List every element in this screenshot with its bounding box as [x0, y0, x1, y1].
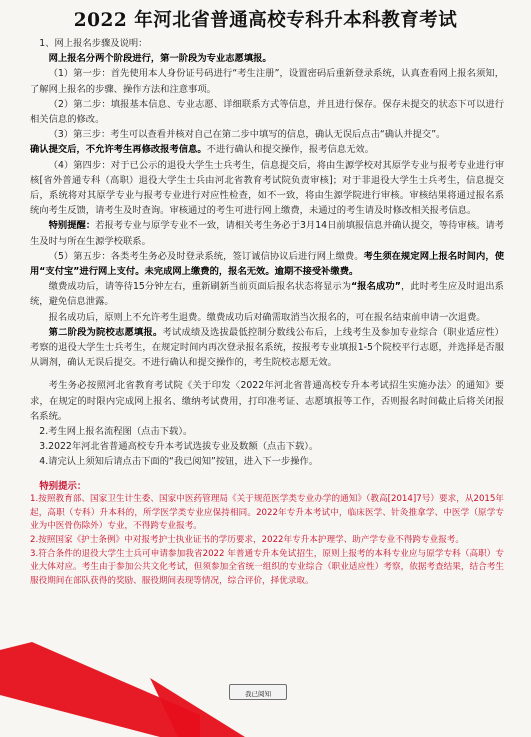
payment-note	[30, 279, 504, 309]
must-read-note: 考生务必按照河北省教育考试院《关于印发〈2022年河北省普通高校专升本考试招生实施办法〉的通知》要求，在规定的时限内完成网上报名、缴纳考试费用，打印准考证、志愿填报等工作，否则报名时间截止后将关闭报名系统。	[30, 380, 504, 422]
refund-note: 报名成功后，原则上不允许考生退费。缴费成功后对确需取消当次报名的，可在报名结束前申请一次退费。	[48, 311, 486, 323]
payment-note-text: 缴费成功后，请等待15分钟左右，重新刷新当前页面后报名状态将显示为	[48, 281, 352, 293]
step-5-text: （5）第五步：各类考生务必及时登录系统，签订诚信协议后进行网上缴费。	[48, 250, 364, 262]
reminder-text: 若报考专业与原学专业不一致，请相关考生务必于3月14日前填报信息并确认提交，等待审核。请考生及时与所在生源学校联系。	[30, 220, 504, 247]
red-arrow-annotation	[0, 590, 531, 737]
list-item-3: 4.请完认上须知后请点击下面的“我已阅知”按钮，进入下一步操作。	[39, 456, 319, 468]
download-link-1[interactable]: 2.考生网上报名流程图（点击下载）。	[39, 426, 193, 438]
step-2: （2）第二步：填报基本信息、专业志愿、详细联系方式等信息，并且进行保存。保存未提交的状态下可以进行相关信息的修改。	[30, 98, 504, 126]
special-reminder	[30, 218, 504, 248]
step-5	[30, 249, 504, 279]
payment-note-tail: ，此时考生应及时退出系统，避免信息泄露。	[30, 281, 504, 308]
tips-title: 特别提示：	[39, 480, 87, 492]
arrow-shaft	[0, 642, 200, 737]
tip-1: 1.按照教育部、国家卫生计生委、国家中医药管理局《关于规范医学类专业办学的通知》（教高[2014]7号）要求，从2015年起，高职（专科）升本科的，所学医学类专业应保持相同。2022年专升本考试中，临床医学、针灸推拿学、中医学（原学专业为中医骨伤除外）专业，不得跨专业报考。	[30, 494, 504, 532]
reminder-label: 特别提醒：	[48, 220, 96, 232]
special-tips	[30, 480, 504, 589]
payment-status: “报名成功”	[351, 281, 401, 293]
step-4: （4）第四步：对于已公示的退役大学生士兵考生，信息提交后，将由生源学校对其原学专业与报考专业进行审核[省外普通专科（高职）退役大学生士兵由河北省教育考试院负责审核]；对于非退役大学生士兵考生，信息提交后，系统将对其原学专业与报考专业进行对应性检查，如不一致，将由生源学院进行审核。审核结果将通过报名系统向考生反馈，请考生及时查询。审核通过的考生可进行网上缴费，未通过的考生请及时修改相关报考信息。	[30, 159, 504, 217]
tip-2: 2.按照国家《护士条例》中对报考护士执业证书的学历要求，2022年专升本护理学、助产学专业不得跨专业报考。	[30, 535, 464, 546]
download-link-2[interactable]: 3.2022年河北省普通高校专升本考试选拔专业及数额（点击下载）。	[39, 441, 319, 453]
registration-instructions	[30, 36, 504, 588]
step-3-tail: 不进行确认和提交操作，报考信息无效。	[206, 144, 375, 156]
step-3	[30, 127, 504, 142]
phase-2-text: 考试成绩及选拔最低控制分数线公布后，上线考生及参加专业综合（职业适应性）考察的退役大学生士兵考生，在规定时间内再次登录报名系统，按报考专业填报1-5个院校平行志愿，并选择是否服从调剂，确认无误后提交。不进行确认和提交操作的，考生院校志愿无效。	[30, 326, 504, 369]
step-3-text: （3）第三步：考生可以查看并核对自己在第二步中填写的信息，确认无误后点击“确认并提交”。	[48, 129, 446, 141]
phase-2	[30, 325, 504, 371]
step-1: （1）第一步：首先使用本人身份证号码进行“考生注册”，设置密码后重新登录系统，认真查看网上报名须知，了解网上报名的步骤、操作方法和注意事项。	[30, 68, 504, 95]
step-5-bold: 考生须在规定网上报名时间内，使用“支付宝”进行网上支付。未完成网上缴费的，报名无效。逾期不接受补缴费。	[30, 250, 504, 278]
tip-3: 3.符合条件的退役大学生士兵可申请参加我省2022 年普通专升本免试招生，原则上报考的本科专业应与原学专科（高职）专业大体对应。考生由于参加公共文化考试，但须参加全省统一组织的专业综合（职业适应性）考察，依据考查结果，结合考生服役期间在部队获得的奖励、服役期间表现等情况，综合评价，择优录取。	[30, 548, 504, 586]
step-3-warning	[30, 142, 504, 157]
phase-2-label: 第二阶段为院校志愿填报。	[48, 326, 163, 338]
step-3-bold: 确认提交后，不允许考生再修改报考信息。	[30, 144, 207, 156]
section-heading: 1、网上报名步骤及说明：	[39, 38, 148, 49]
confirm-read-button[interactable]: 我已阅知	[229, 684, 287, 700]
phases-intro: 网上报名分两个阶段进行，第一阶段为专业志愿填报。	[48, 53, 272, 65]
page-title: 2022 年河北省普通高校专科升本科教育考试	[73, 10, 458, 31]
